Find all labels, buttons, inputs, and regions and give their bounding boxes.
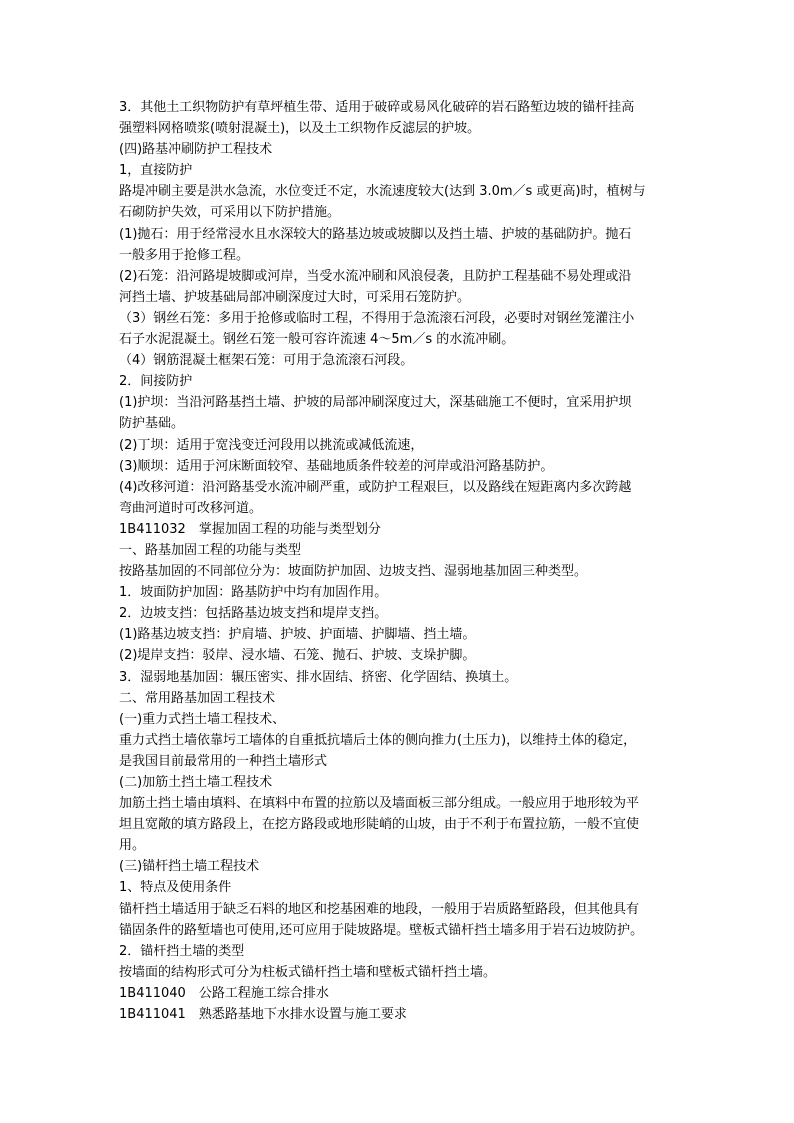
text-line: 石砌防护失效，可采用以下防护措施。 (119, 205, 341, 221)
text-line: (2)堤岸支挡：驳岸、浸水墙、石笼、抛石、护坡、支垛护脚。 (119, 648, 476, 664)
subsection-heading: (二)加筋土挡土墙工程技术 (119, 775, 273, 790)
subsection-heading: 1、特点及使用条件 (119, 880, 232, 896)
text-line: 3．其他土工织物防护有草坪植生带、适用于破碎或易风化破碎的岩石路堑边坡的锚杆挂高 (119, 100, 635, 115)
section-heading: (四)路基冲刷防护工程技术 (119, 142, 273, 158)
text-line: 路堤冲刷主要是洪水急流，水位变迁不定，水流速度较大(达到 3.0m／s 或更高)时，植树与 (119, 184, 646, 200)
text-line: 2．边坡支挡：包括路基边坡支挡和堤岸支挡。 (119, 606, 388, 622)
text-line: 石子水泥混凝土。钢丝石笼一般可容许流速 4～5m／s 的水流冲刷。 (119, 332, 515, 348)
text-line: 3．湿弱地基加固：辗压密实、排水固结、挤密、化学固结、换填土。 (119, 669, 518, 685)
text-line: 一般多用于抢修工程。 (119, 247, 250, 263)
text-line: (2)丁坝：适用于宽浅变迁河段用以挑流或减低流速， (119, 437, 424, 453)
section-heading: 二、常用路基加固工程技术 (119, 690, 276, 706)
text-line: 重力式挡土墙依靠圬工墙体的自重抵抗墙后土体的侧向推力(土压力)，以维持土体的稳定， (119, 732, 637, 748)
text-line: 是我国目前最常用的一种挡土墙形式 (119, 753, 328, 769)
text-line: (4)改移河道：沿河路基受水流冲刷严重，或防护工程艰巨，以及路线在短距离内多次跨越 (119, 479, 632, 495)
text-line: 河挡土墙、护坡基础局部冲刷深度过大时，可采用石笼防护。 (119, 289, 471, 305)
document-body (119, 97, 685, 1025)
section-code-heading: 1B411032 掌握加固工程的功能与类型划分 (119, 521, 381, 537)
text-line: (2)石笼：沿河路堤坡脚或河岸，当受水流冲刷和风浪侵袭，且防护工程基础不易处理或沿 (119, 268, 632, 284)
text-line: 按路基加固的不同部位分为：坡面防护加固、边坡支挡、湿弱地基加固三种类型。 (119, 564, 588, 580)
section-code-heading: 1B411041 熟悉路基地下水排水设置与施工要求 (119, 1007, 407, 1023)
section-code-heading: 1B411040 公路工程施工综合排水 (119, 985, 329, 1001)
text-line: （3）钢丝石笼：多用于抢修或临时工程，不得用于急流滚石河段，必要时对钢丝笼灌注小 (119, 310, 635, 326)
subsection-heading: 2．间接防护 (119, 374, 193, 390)
text-line: (3)顺坝：适用于河床断面较窄、基础地质条件较差的河岸或沿河路基防护。 (119, 458, 554, 474)
subsection-heading: (一)重力式挡土墙工程技术、 (119, 711, 286, 727)
text-line: 弯曲河道时可改移河道。 (119, 500, 263, 516)
text-line: （4）钢筋混凝土框架石笼：可用于急流滚石河段。 (119, 353, 414, 369)
subsection-heading: 1，直接防护 (119, 163, 193, 179)
text-line: 锚杆挡土墙适用于缺乏石料的地区和挖基困难的地段，一般用于岩质路堑路段，但其他具有 (119, 901, 640, 917)
text-line: 强塑料网格喷浆(喷射混凝土)，以及土工织物作反滤层的护坡。 (119, 121, 481, 137)
text-line: 1．坡面防护加固：路基防护中均有加固作用。 (119, 585, 388, 601)
text-line: 防护基础。 (119, 416, 185, 432)
section-heading: 一、路基加固工程的功能与类型 (119, 542, 302, 558)
text-line: (1)抛石：用于经常浸水且水深较大的路基边坡或坡脚以及挡土墙、护坡的基础防护。抛石 (119, 226, 632, 242)
text-line: (1)护坝：当沿河路基挡土墙、护坡的局部冲刷深度过大，深基础施工不便时，宜采用护坝 (119, 395, 632, 411)
subsection-heading: (三)锚杆挡土墙工程技术 (119, 859, 260, 875)
text-line: 加筋土挡土墙由填料、在填料中布置的拉筋以及墙面板三部分组成。一般应用于地形较为平 (119, 796, 640, 812)
text-line: 坦且宽敞的填方路段上，在挖方路段或地形陡峭的山坡，由于不利于布置拉筋，一般不宜使 (119, 817, 640, 833)
text-line: 锚固条件的路堑墙也可使用,还可应用于陡坡路堤。壁板式锚杆挡土墙多用于岩石边坡防护。 (119, 922, 644, 938)
text-line: 按墙面的结构形式可分为柱板式锚杆挡土墙和壁板式锚杆挡土墙。 (119, 964, 497, 980)
subsection-heading: 2．锚杆挡土墙的类型 (119, 943, 245, 959)
text-line: 用。 (119, 838, 146, 854)
text-line: (1)路基边坡支挡：护肩墙、护坡、护面墙、护脚墙、挡土墙。 (119, 627, 476, 643)
